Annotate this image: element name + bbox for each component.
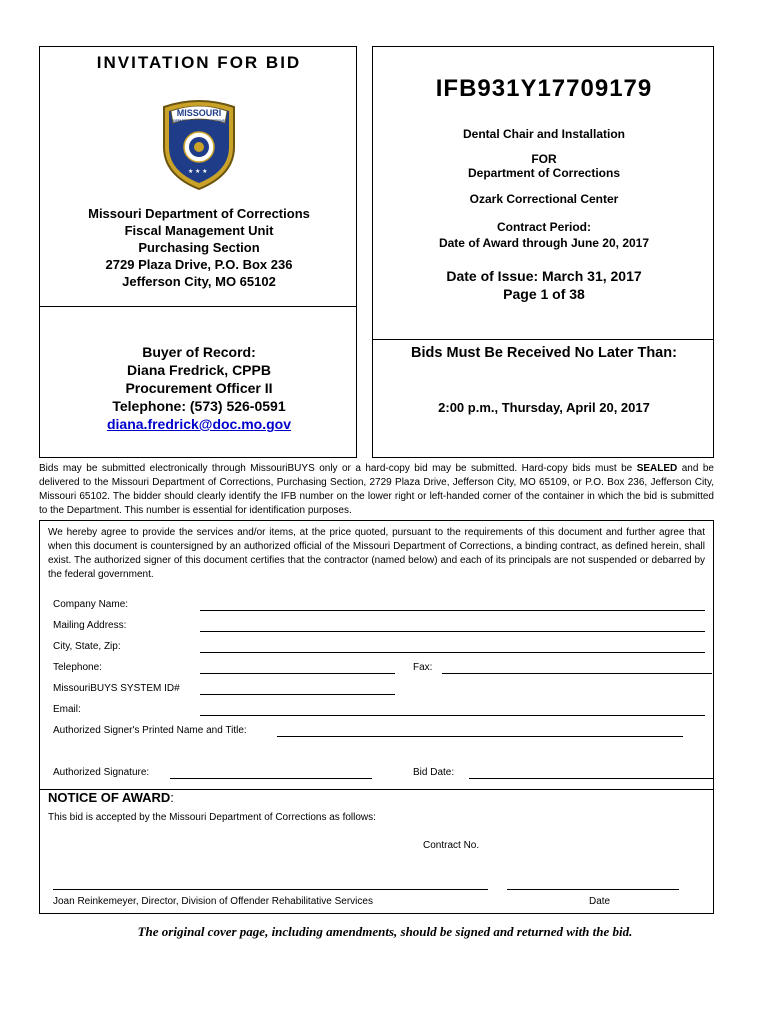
email-label: Email: — [53, 704, 81, 715]
company-name-field[interactable] — [200, 599, 705, 611]
buyer-email-link[interactable]: diana.fredrick@doc.mo.gov — [106, 416, 292, 432]
invitation-title: INVITATION FOR BID — [96, 53, 302, 72]
sealed-emphasis: SEALED — [636, 463, 678, 474]
city-state-zip-label: City, State, Zip: — [53, 641, 121, 652]
for-label: FOR — [531, 152, 557, 166]
deadline-time: 2:00 p.m., Thursday, April 20, 2017 — [438, 400, 650, 415]
fax-label: Fax: — [413, 662, 433, 673]
agreement-box — [39, 520, 714, 790]
facility: Ozark Correctional Center — [469, 192, 619, 206]
svg-text:MISSOURI: MISSOURI — [176, 108, 222, 118]
city-state-zip-field[interactable] — [200, 641, 705, 653]
award-text: This bid is accepted by the Missouri Department of Corrections as follows: — [48, 812, 376, 823]
ifb-box — [372, 46, 714, 340]
bid-item: Dental Chair and Installation — [462, 127, 626, 141]
svg-text:★ ★ ★: ★ ★ ★ — [188, 169, 208, 175]
submission-instructions: Bids may be submitted electronically through MissouriBUYS only or a hard-copy bid may be submitted. Hard-copy bids must be SEALED and be delivered to the Missouri Department of Corrections, Purchasing Section, 2729 Plaza Drive, Jefferson City, MO 65109, or P.O. Box 236, Jefferson City, Missouri 65102. The bidder should clearly identify the IFB number on the lower right or left-handed corner of the container in which the bid is submitted to the Department. This number is essential for identification purposes. — [39, 463, 714, 516]
email-field[interactable] — [200, 704, 705, 716]
system-id-label: MissouriBUYS SYSTEM ID# — [53, 683, 180, 694]
mailing-address-field[interactable] — [200, 620, 705, 632]
award-date-line[interactable] — [507, 878, 679, 890]
contract-no-label: Contract No. — [423, 840, 480, 851]
telephone-label: Telephone: — [53, 662, 102, 673]
contract-period-label: Contract Period: — [496, 220, 591, 234]
bid-date-label: Bid Date: — [413, 767, 455, 778]
deadline-box — [372, 339, 714, 458]
deadline-label: Bids Must Be Received No Later Than: — [411, 345, 677, 361]
buyer-info: Buyer of Record: Diana Fredrick, CPPB Procurement Officer II Telephone: (573) 526-0591 diana.fredrick@doc.mo.gov — [40, 343, 358, 433]
footer-note: The original cover page, including amendments, should be signed and returned with the bid. — [137, 924, 633, 939]
fax-field[interactable] — [442, 662, 712, 674]
system-id-field[interactable] — [200, 683, 395, 695]
mailing-address-label: Mailing Address: — [53, 620, 127, 631]
page-count: Page 1 of 38 — [503, 286, 585, 302]
buyer-box — [39, 306, 357, 458]
signer-name-label: Authorized Signer's Printed Name and Title: — [53, 725, 247, 736]
telephone-field[interactable] — [200, 662, 395, 674]
agency-address: Missouri Department of Corrections Fiscal Management Unit Purchasing Section 2729 Plaza Drive, P.O. Box 236 Jefferson City, MO 65102 — [88, 206, 310, 289]
signature-field[interactable] — [170, 767, 372, 779]
agency-box — [39, 46, 357, 307]
agreement-text: We hereby agree to provide the services and/or items, at the price quoted, pursuant to the requirements of this document and further agree that when this document is countersigned by an authorized official of the Missouri Department of Corrections, a binding contract, as defined herein, shall exist. The authorized signer of this document certifies that the contractor (named below) and each of its principals are not suspended or debarred by the federal government. — [48, 527, 705, 580]
svg-text:DEPARTMENT OF CORRECTIONS: DEPARTMENT OF CORRECTIONS — [173, 119, 225, 123]
award-box — [39, 789, 714, 914]
award-date-label: Date — [589, 896, 611, 907]
signature-label: Authorized Signature: — [53, 767, 150, 778]
missouri-doc-seal — [158, 99, 240, 191]
director-name: Joan Reinkemeyer, Director, Division of Offender Rehabilitative Services — [53, 896, 373, 907]
signer-name-field[interactable] — [277, 725, 683, 737]
bid-date-field[interactable] — [469, 767, 713, 779]
for-department: Department of Corrections — [467, 166, 621, 180]
contract-period: Date of Award through June 20, 2017 — [438, 236, 650, 250]
director-signature-line[interactable] — [53, 878, 488, 890]
ifb-number: IFB931Y17709179 — [435, 75, 653, 102]
company-name-label: Company Name: — [53, 599, 129, 610]
date-of-issue: Date of Issue: March 31, 2017 — [446, 268, 642, 284]
award-title: NOTICE OF AWARD: — [48, 790, 174, 805]
